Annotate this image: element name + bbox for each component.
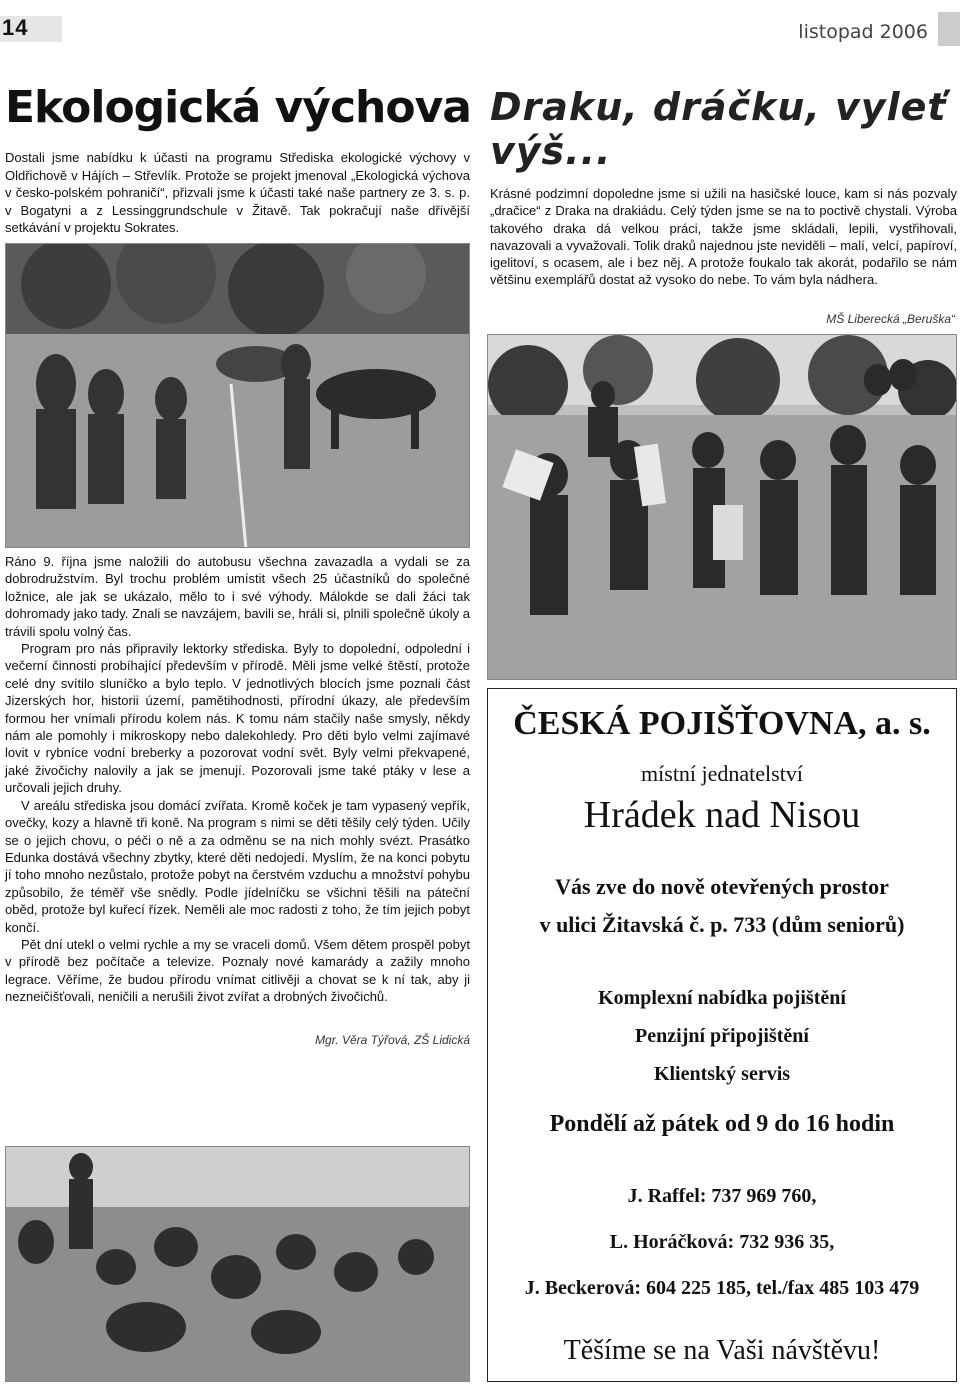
photo-children-on-meadow: [5, 1146, 470, 1382]
photo-children-with-horses: [5, 243, 470, 548]
right-article-signature: MŠ Liberecká „Beruška“: [826, 312, 955, 326]
issue-date: listopad 2006: [798, 21, 928, 43]
right-article-intro: Krásné podzimní dopoledne jsme si užili na hasičské louce, kam si nás pozvaly „dračice“ z Draka na drakiádu. Celý týden jsme se na to poctivě chystali. Výroba takového draka dá velkou práci, takže jsme skládali, lepili, vystřihovali, navazovali a vyvažovali. Tolik draků najednou jste neviděli – malí, velcí, papíroví, igelitoví, s ocasem, ale i bez něj. A protože foukalo tak akorát, podařilo se nám většinu exemplářů dostat až vysoko do nebe. To vám byla nádhera.: [490, 186, 957, 288]
paragraph: V areálu střediska jsou domácí zvířata. Kromě koček je tam vypasený vepřík, ovečky, kozy a hlavně tři koně. Na program s nimi se děti těšily celý týden. Učily se o jejich chovu, o péči o ně a za odměnu se na nich mohly svézt. Prasátko Edunka dostává všechny zbytky, které děti nedojedí. Myslím, že na konci pobytu jí toho mnoho nezůstalo, protože pobyt na čerstvém vzduchu a množství pohybu způsobilo, že téměř vše snědly. Podle jídelníčku se všichni těšili na páteční oběd, protože byl kuřecí řízek. Neměli ale moc radosti z toho, že tím jejich pobyt končí.: [5, 797, 470, 935]
ad-closing: Těšíme se na Vaši návštěvu!: [563, 1335, 881, 1366]
ad-contact-3: J. Beckerová: 604 225 185, tel./fax 485 103 479: [524, 1277, 920, 1299]
ad-invite-line-2: v ulici Žitavská č. p. 733 (dům seniorů): [539, 912, 905, 937]
ad-office: místní jednatelství: [641, 761, 803, 786]
ad-contact-1: J. Raffel: 737 969 760,: [627, 1185, 817, 1207]
paragraph: Program pro nás připravily lektorky střediska. Byly to dopolední, odpolední i večerní činnosti probíhající především v přírodě. Měli jsme velké štěstí, protože celé dny svítilo sluníčko a bylo teplo. V jednotlivých blocích jsme poznali část Jizerských hor, historii území, pamětihodnosti, přírodní úkazy, ale především formou her vnímali přírodu kolem nás. K tomu nám stačily naše smysly, někdy nám ale pomohly i mikroskopy nebo dalekohledy. Pro děti bylo velmi zajímavé lovit v rybníce vodní breberky a pozorovat vodní svět. Byly velmi překvapené, jaké živočichy nalovily a jak se jmenují. Pozorovali jsme také ptáky v lese a určovali jejich druhy.: [5, 641, 470, 796]
left-article-title: Ekologická výchova: [5, 82, 471, 133]
ad-company-name: ČESKÁ POJIŠŤOVNA, a. s.: [513, 705, 931, 742]
insurance-advertisement: [487, 688, 957, 1382]
left-article-body: [5, 553, 470, 1006]
ad-contact-2: L. Horáčková: 732 936 35,: [609, 1231, 835, 1253]
right-article-title: Draku, dráčku, vyleť výš...: [490, 85, 947, 173]
ad-service-2: Penzijní připojištění: [635, 1025, 809, 1047]
page-number: 14: [2, 15, 29, 40]
ad-invite-line-1: Vás zve do nově otevřených prostor: [555, 874, 889, 899]
paragraph: Ráno 9. října jsme naložili do autobusu všechna zavazadla a vydali se za dobrodružstvím. Byl trochu problém umístit všech 25 účastníků do společné ložnice, ale jak se ukázalo, mělo to i své výhody. Málokde se dali žáci tak dohromady jako tady. Znali se navzájem, bavili se, hráli si, plnili společně úkoly a trávili spolu volný čas.: [5, 554, 470, 639]
header-right-block: [938, 12, 960, 46]
paragraph: Pět dní utekl o velmi rychle a my se vraceli domů. Všem dětem prospěl pobyt v přírodě bez počítače a televize. Poznaly nové kamarády a zažily mnoho legrace. Věříme, že budou přírodu vnímat citlivěji a chovat se k ní tak, aby ji nezneičišťovali, neničili a nerušili život zvířat a drobných živočichů.: [5, 936, 470, 1005]
ad-service-3: Klientský servis: [653, 1063, 791, 1085]
left-article-signature: Mgr. Věra Týřová, ZŠ Lidická: [315, 1033, 470, 1047]
ad-service-1: Komplexní nabídka pojištění: [598, 987, 846, 1009]
ad-town: Hrádek nad Nisou: [583, 794, 861, 836]
ad-opening-hours: Pondělí až pátek od 9 do 16 hodin: [549, 1111, 895, 1137]
left-article-intro: Dostali jsme nabídku k účasti na programu Střediska ekologické výchovy v Oldřichově v Hájích – Střevlík. Protože se projekt jmenoval „Ekologická výchova v česko-polském pohraničí“, přizvali jsme k účasti také naše partnery ze 3. s. p. v Bogatyni a z Lessinggrundschule v Žitavě. Tak pokračují naše dřívější setkávání v projektu Sokrates.: [5, 150, 470, 235]
photo-children-with-kites: [487, 334, 957, 680]
